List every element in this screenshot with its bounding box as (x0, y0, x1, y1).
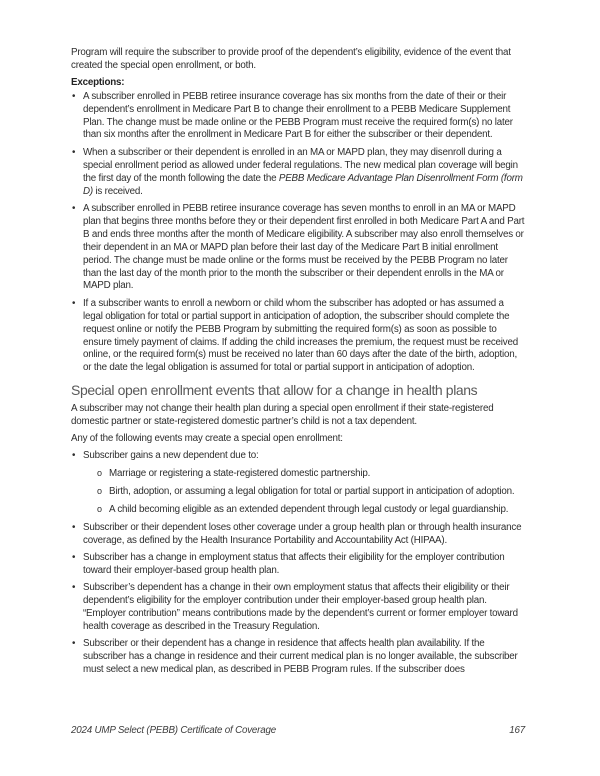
bullet-icon: • (72, 202, 76, 214)
list-item-text: Subscriber has a change in employment status that affects their eligibility for the employer contribution toward their employer-based group health plan. (83, 551, 505, 576)
sub-list-item (97, 468, 525, 481)
bullet-icon: • (72, 90, 76, 102)
circle-bullet-icon: o (97, 504, 102, 515)
list-item-text: Subscriber gains a new dependent due to: (83, 449, 259, 461)
list-item (71, 450, 525, 517)
page-footer (71, 725, 525, 738)
intro-paragraph: Program will require the subscriber to provide proof of the dependent’s eligibility, evidence of the event that created the special open enrollment, or both. (71, 47, 511, 71)
list-item-text: When a subscriber or their dependent is enrolled in an MA or MAPD plan, they may disenroll during a special enrollment period as allowed under federal regulations. The new medical plan coverage will begin the first day of the month following the date the PEBB Medicare Advantage Plan Disenrollment Form (form D) is received. (83, 146, 523, 197)
sub-list-item (97, 486, 525, 499)
list-item (71, 298, 525, 375)
list-item (71, 147, 525, 199)
section-intro-paragraph: A subscriber may not change their health plan during a special open enrollment if their state-registered domestic partner or state-registered domestic partner’s child is not a tax dependent. (71, 403, 494, 428)
footer-document-title: 2024 UMP Select (PEBB) Certificate of Coverage (71, 725, 276, 736)
sub-list-item-text: A child becoming eligible as an extended dependent through legal custody or legal guardianship. (109, 503, 509, 515)
exceptions-list (71, 91, 525, 376)
events-intro-paragraph: Any of the following events may create a special open enrollment: (71, 433, 343, 445)
list-item-text: Subscriber’s dependent has a change in their own employment status that affects their eligibility or their dependent’s eligibility for the employer contribution under their employer-based group health plan. “Employer contribution” means contributions made by the dependent’s current or former employer toward health coverage as described in the Treasury Regulation. (83, 582, 518, 632)
list-item-text: A subscriber enrolled in PEBB retiree insurance coverage has six months from the date of their or their dependent’s enrollment in Medicare Part B to change their enrollment to a PEBB Medicare Supplement Plan. The change must be made online or the PEBB Program must receive the required form(s) no later than six months after the enrollment in Medicare Part B for either the subscriber or their dependent. (83, 90, 513, 141)
bullet-icon: • (72, 297, 76, 309)
sub-list-item (97, 504, 525, 517)
list-item-text: A subscriber enrolled in PEBB retiree insurance coverage has seven months to enroll in an MA or MAPD plan that begins three months before they or their dependent first enrolled in both Medicare Part A and Part B and ends three months after the month of Medicare eligibility. A subscriber may also enroll themselves or their dependent in an MA or MAPD plan before their last day of the Medicare Part B initial enrollment period. The change must be made online or the forms must be received by the PEBB Program no later than the last day of the month prior to the month the subscriber or their dependent enrolls in the MA or MAPD plan. (83, 202, 525, 292)
footer-page-number: 167 (509, 725, 525, 736)
bullet-icon: • (72, 521, 76, 533)
list-item-text: If a subscriber wants to enroll a newborn or child whom the subscriber has adopted or has assumed a legal obligation for total or partial support in anticipation of adoption, the subscriber should complete the request online or notify the PEBB Program by submitting the required form(s) as soon as possible to ensure timely payment of claims. If adding the child increases the premium, the request must be received online, or the required form(s) must be received no later than 60 days after the date of the birth, adoption, or the date the legal obligation is assumed for total or partial support in anticipation of adoption. (83, 297, 518, 374)
sub-list-item-text: Marriage or registering a state-registered domestic partnership. (109, 467, 371, 479)
exceptions-label: Exceptions: (71, 76, 125, 88)
list-item (71, 582, 525, 634)
section-heading: Special open enrollment events that allow for a change in health plans (71, 382, 478, 399)
bullet-icon: • (72, 146, 76, 158)
list-item (71, 91, 525, 143)
bullet-icon: • (72, 551, 76, 563)
list-item-text: Subscriber or their dependent has a change in residence that affects health plan availability. If the subscriber has a change in residence and their current medical plan is no longer available, the subscriber must select a new medical plan, as described in PEBB Program rules. If the subscriber does (83, 638, 518, 676)
events-list (71, 450, 525, 677)
list-item-text: Subscriber or their dependent loses other coverage under a group health plan or through health insurance coverage, as defined by the Health Insurance Portability and Accountability Act (HIPAA). (83, 521, 522, 546)
bullet-icon: • (72, 582, 76, 594)
sub-list (97, 468, 525, 517)
list-item (71, 522, 525, 548)
page-content (71, 47, 525, 682)
sub-list-item-text: Birth, adoption, or assuming a legal obligation for total or partial support in anticipation of adoption. (109, 485, 515, 497)
circle-bullet-icon: o (97, 486, 102, 497)
list-item (71, 638, 525, 677)
circle-bullet-icon: o (97, 468, 102, 479)
bullet-icon: • (72, 449, 76, 461)
bullet-icon: • (72, 638, 76, 650)
list-item (71, 552, 525, 578)
list-item (71, 203, 525, 293)
